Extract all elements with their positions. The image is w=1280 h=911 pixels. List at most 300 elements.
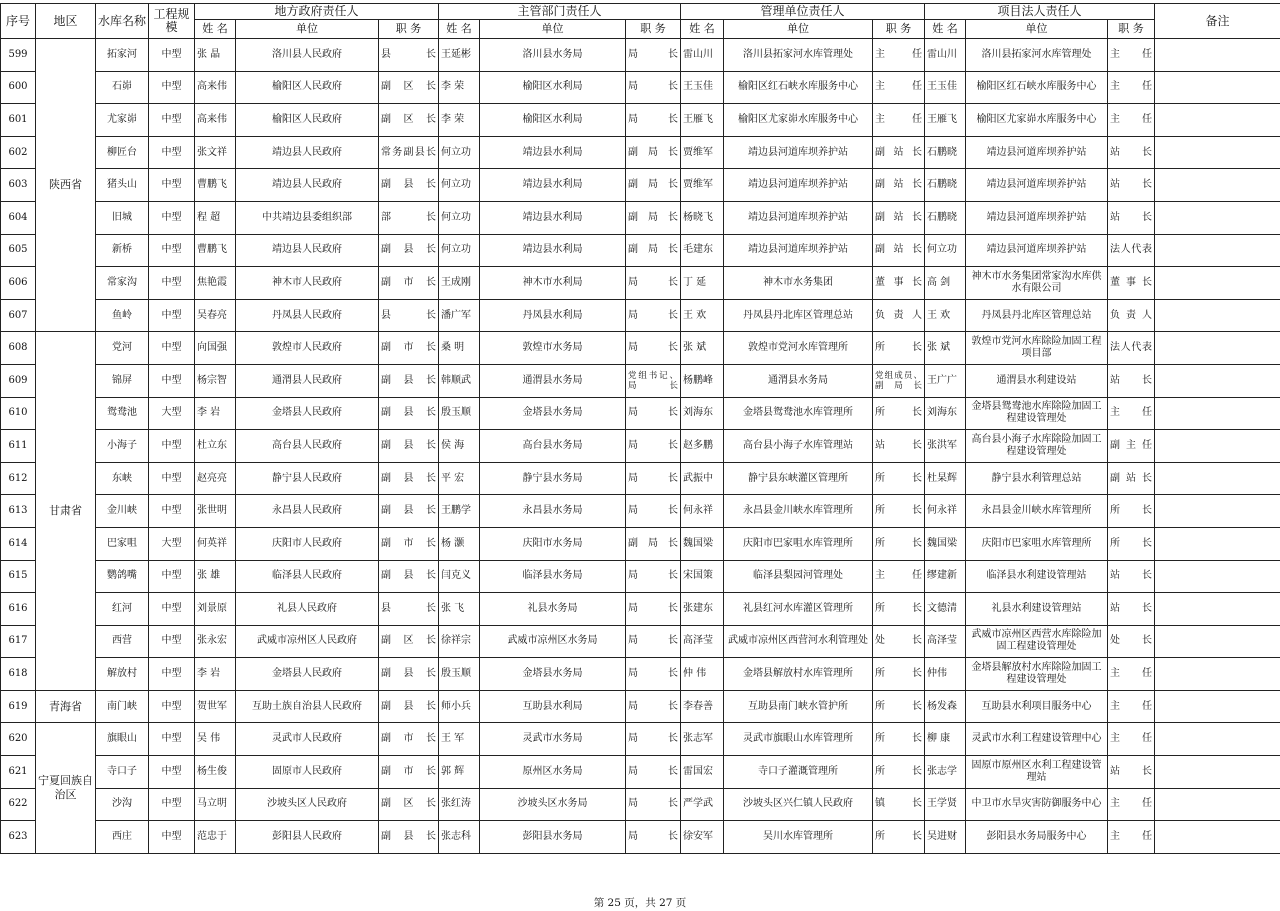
remarks-cell xyxy=(1155,658,1280,691)
legal-unit-cell: 灵武市水利工程建设管理中心 xyxy=(966,723,1108,756)
seq-cell: 612 xyxy=(1,462,36,495)
post-text: 副县长 xyxy=(381,700,436,712)
legal-unit-cell: 固原市原州区水利工程建设管理站 xyxy=(966,756,1108,789)
post-text: 站 长 xyxy=(1110,602,1152,614)
legal-unit-cell: 庆阳市巴家咀水库管理所 xyxy=(966,527,1108,560)
header-seq: 序号 xyxy=(1,4,36,39)
scale-cell: 中型 xyxy=(149,364,195,397)
post-text: 负责人 xyxy=(1110,309,1152,321)
dept-post-cell xyxy=(626,723,681,756)
dept-unit-cell: 靖边县水利局 xyxy=(480,201,626,234)
legal-post-cell xyxy=(1108,462,1155,495)
header-remarks: 备注 xyxy=(1155,4,1280,39)
seq-cell: 621 xyxy=(1,756,36,789)
legal-name-cell: 石鹏晓 xyxy=(925,136,966,169)
legal-unit-cell: 榆阳区尤家峁水库服务中心 xyxy=(966,104,1108,137)
remarks-cell xyxy=(1155,560,1280,593)
seq-cell: 604 xyxy=(1,201,36,234)
gov-unit-cell: 敦煌市人民政府 xyxy=(236,332,379,365)
post-text: 局 长 xyxy=(628,81,678,93)
dept-name-cell: 王 军 xyxy=(439,723,480,756)
dept-name-cell: 李 荣 xyxy=(439,104,480,137)
legal-unit-cell: 武威市凉州区西营水库除险加固工程建设管理处 xyxy=(966,625,1108,658)
seq-cell: 606 xyxy=(1,267,36,300)
reservoir-cell: 旧城 xyxy=(96,201,149,234)
gov-unit-cell: 临泽县人民政府 xyxy=(236,560,379,593)
mgmt-post-cell xyxy=(873,690,925,723)
scale-cell: 中型 xyxy=(149,71,195,104)
post-text: 站 长 xyxy=(1110,374,1152,386)
seq-cell: 601 xyxy=(1,104,36,137)
legal-unit-cell: 神木市水务集团常家沟水库供水有限公司 xyxy=(966,267,1108,300)
dept-name-cell: 郭 辉 xyxy=(439,756,480,789)
gov-unit-cell: 高台县人民政府 xyxy=(236,430,379,463)
dept-post-cell xyxy=(626,234,681,267)
dept-post-cell xyxy=(626,136,681,169)
reservoir-cell: 常家沟 xyxy=(96,267,149,300)
remarks-cell xyxy=(1155,397,1280,430)
gov-unit-cell: 礼县人民政府 xyxy=(236,593,379,626)
gov-name-cell: 高来伟 xyxy=(195,104,236,137)
gov-unit-cell: 靖边县人民政府 xyxy=(236,169,379,202)
table-row xyxy=(1,723,1280,756)
scale-cell: 中型 xyxy=(149,593,195,626)
remarks-cell xyxy=(1155,821,1280,854)
gov-post-cell xyxy=(379,169,439,202)
dept-name-cell: 王鹏学 xyxy=(439,495,480,528)
mgmt-name-cell: 张建东 xyxy=(681,593,724,626)
scale-cell: 中型 xyxy=(149,658,195,691)
dept-name-cell: 张红涛 xyxy=(439,788,480,821)
table-body xyxy=(1,39,1280,854)
mgmt-name-cell: 毛建东 xyxy=(681,234,724,267)
remarks-cell xyxy=(1155,234,1280,267)
dept-name-cell: 杨 灏 xyxy=(439,527,480,560)
mgmt-name-cell: 严学武 xyxy=(681,788,724,821)
dept-unit-cell: 静宁县水务局 xyxy=(480,462,626,495)
post-text: 县 长 xyxy=(381,48,436,60)
mgmt-unit-cell: 庆阳市巴家咀水库管理所 xyxy=(724,527,873,560)
dept-name-cell: 李 荣 xyxy=(439,71,480,104)
header-post: 职 务 xyxy=(626,20,681,39)
post-text: 主 任 xyxy=(1110,113,1152,125)
scale-cell: 中型 xyxy=(149,136,195,169)
post-text: 局 长 xyxy=(628,342,678,354)
legal-unit-cell: 靖边县河道库坝养护站 xyxy=(966,136,1108,169)
seq-cell: 614 xyxy=(1,527,36,560)
mgmt-name-cell: 雷山川 xyxy=(681,39,724,72)
mgmt-name-cell: 丁 延 xyxy=(681,267,724,300)
mgmt-unit-cell: 金塔县解放村水库管理所 xyxy=(724,658,873,691)
dept-name-cell: 何立功 xyxy=(439,136,480,169)
dept-name-cell: 韩顺武 xyxy=(439,364,480,397)
legal-name-cell: 柳 康 xyxy=(925,723,966,756)
legal-post-cell xyxy=(1108,104,1155,137)
scale-cell: 中型 xyxy=(149,201,195,234)
seq-cell: 607 xyxy=(1,299,36,332)
dept-unit-cell: 榆阳区水利局 xyxy=(480,104,626,137)
mgmt-unit-cell: 礼县红河水库灌区管理所 xyxy=(724,593,873,626)
mgmt-unit-cell: 敦煌市党河水库管理所 xyxy=(724,332,873,365)
post-text: 副市长 xyxy=(381,342,436,354)
mgmt-post-cell xyxy=(873,821,925,854)
legal-name-cell: 石鹏晓 xyxy=(925,201,966,234)
mgmt-unit-cell: 洛川县拓家河水库管理处 xyxy=(724,39,873,72)
post-text: 所 长 xyxy=(875,505,922,517)
seq-cell: 603 xyxy=(1,169,36,202)
dept-name-cell: 侯 海 xyxy=(439,430,480,463)
reservoir-cell: 柳匠台 xyxy=(96,136,149,169)
table-row xyxy=(1,625,1280,658)
dept-post-cell xyxy=(626,71,681,104)
table-row xyxy=(1,267,1280,300)
gov-unit-cell: 金塔县人民政府 xyxy=(236,658,379,691)
remarks-cell xyxy=(1155,690,1280,723)
header-name: 姓 名 xyxy=(925,20,966,39)
legal-post-cell xyxy=(1108,169,1155,202)
seq-cell: 613 xyxy=(1,495,36,528)
mgmt-unit-cell: 吴川水库管理所 xyxy=(724,821,873,854)
legal-name-cell: 高 剑 xyxy=(925,267,966,300)
scale-cell: 中型 xyxy=(149,299,195,332)
mgmt-post-cell xyxy=(873,169,925,202)
gov-name-cell: 李 岩 xyxy=(195,397,236,430)
post-text: 负责人 xyxy=(875,309,922,321)
header-post: 职 务 xyxy=(379,20,439,39)
seq-cell: 602 xyxy=(1,136,36,169)
legal-name-cell: 王广广 xyxy=(925,364,966,397)
dept-unit-cell: 灵武市水务局 xyxy=(480,723,626,756)
gov-unit-cell: 静宁县人民政府 xyxy=(236,462,379,495)
remarks-cell xyxy=(1155,267,1280,300)
seq-cell: 608 xyxy=(1,332,36,365)
legal-post-cell xyxy=(1108,267,1155,300)
mgmt-name-cell: 张 斌 xyxy=(681,332,724,365)
dept-name-cell: 平 宏 xyxy=(439,462,480,495)
dept-unit-cell: 原州区水务局 xyxy=(480,756,626,789)
table-row xyxy=(1,462,1280,495)
reservoir-cell: 金川峡 xyxy=(96,495,149,528)
mgmt-post-cell xyxy=(873,756,925,789)
dept-post-cell xyxy=(626,756,681,789)
gov-unit-cell: 通渭县人民政府 xyxy=(236,364,379,397)
scale-cell: 中型 xyxy=(149,234,195,267)
legal-name-cell: 王玉佳 xyxy=(925,71,966,104)
dept-name-cell: 何立功 xyxy=(439,201,480,234)
post-text: 局 长 xyxy=(628,570,678,582)
mgmt-post-cell xyxy=(873,201,925,234)
post-text: 局 长 xyxy=(628,309,678,321)
post-text: 法人代表 xyxy=(1110,244,1152,256)
mgmt-name-cell: 王 欢 xyxy=(681,299,724,332)
scale-cell: 大型 xyxy=(149,397,195,430)
post-text: 处 长 xyxy=(1110,635,1152,647)
table-row xyxy=(1,332,1280,365)
post-text: 副市长 xyxy=(381,537,436,549)
post-text: 副市长 xyxy=(381,276,436,288)
dept-post-cell xyxy=(626,201,681,234)
legal-unit-cell: 静宁县水利管理总站 xyxy=(966,462,1108,495)
reservoir-cell: 西营 xyxy=(96,625,149,658)
mgmt-unit-cell: 灵武市旗眼山水库管理所 xyxy=(724,723,873,756)
dept-name-cell: 徐祥宗 xyxy=(439,625,480,658)
table-row xyxy=(1,234,1280,267)
mgmt-unit-cell: 金塔县鸳鸯池水库管理所 xyxy=(724,397,873,430)
gov-unit-cell: 武威市凉州区人民政府 xyxy=(236,625,379,658)
legal-unit-cell: 永昌县金川峡水库管理所 xyxy=(966,495,1108,528)
mgmt-name-cell: 何永祥 xyxy=(681,495,724,528)
post-text: 董事长 xyxy=(1110,276,1152,288)
dept-unit-cell: 敦煌市水务局 xyxy=(480,332,626,365)
post-text: 主 任 xyxy=(1110,733,1152,745)
post-text: 主 任 xyxy=(1110,48,1152,60)
legal-name-cell: 张 斌 xyxy=(925,332,966,365)
gov-post-cell xyxy=(379,39,439,72)
table-row xyxy=(1,560,1280,593)
dept-post-cell xyxy=(626,658,681,691)
seq-cell: 610 xyxy=(1,397,36,430)
post-text: 副站长 xyxy=(875,146,922,158)
post-text: 副区长 xyxy=(381,635,436,647)
post-text: 站 长 xyxy=(1110,146,1152,158)
mgmt-post-cell xyxy=(873,364,925,397)
dept-name-cell: 潘广军 xyxy=(439,299,480,332)
gov-name-cell: 吴 伟 xyxy=(195,723,236,756)
mgmt-name-cell: 赵多鹏 xyxy=(681,430,724,463)
mgmt-post-cell xyxy=(873,299,925,332)
post-text: 副站长 xyxy=(875,211,922,223)
dept-unit-cell: 神木市水利局 xyxy=(480,267,626,300)
post-text: 局 长 xyxy=(628,439,678,451)
table-row xyxy=(1,593,1280,626)
legal-post-cell xyxy=(1108,299,1155,332)
gov-post-cell xyxy=(379,332,439,365)
reservoir-cell: 尤家峁 xyxy=(96,104,149,137)
table-row xyxy=(1,201,1280,234)
post-text: 副区长 xyxy=(381,81,436,93)
table-row xyxy=(1,527,1280,560)
mgmt-name-cell: 杨晓飞 xyxy=(681,201,724,234)
remarks-cell xyxy=(1155,169,1280,202)
reservoir-cell: 红河 xyxy=(96,593,149,626)
reservoir-cell: 石峁 xyxy=(96,71,149,104)
legal-post-cell xyxy=(1108,658,1155,691)
table-row xyxy=(1,299,1280,332)
gov-post-cell xyxy=(379,234,439,267)
post-text: 局 长 xyxy=(628,407,678,419)
post-text: 副局长 xyxy=(628,537,678,549)
post-text: 主 任 xyxy=(1110,798,1152,810)
gov-name-cell: 杜立东 xyxy=(195,430,236,463)
dept-post-cell xyxy=(626,527,681,560)
legal-name-cell: 王雁飞 xyxy=(925,104,966,137)
mgmt-post-cell xyxy=(873,593,925,626)
table-row xyxy=(1,104,1280,137)
reservoir-cell: 新桥 xyxy=(96,234,149,267)
mgmt-post-cell xyxy=(873,104,925,137)
legal-unit-cell: 通渭县水利建设站 xyxy=(966,364,1108,397)
post-text: 局 长 xyxy=(628,48,678,60)
gov-unit-cell: 靖边县人民政府 xyxy=(236,136,379,169)
legal-unit-cell: 靖边县河道库坝养护站 xyxy=(966,234,1108,267)
legal-name-cell: 杨发森 xyxy=(925,690,966,723)
gov-unit-cell: 庆阳市人民政府 xyxy=(236,527,379,560)
gov-name-cell: 曹鹏飞 xyxy=(195,234,236,267)
remarks-cell xyxy=(1155,364,1280,397)
legal-post-cell xyxy=(1108,690,1155,723)
header-post: 职 务 xyxy=(873,20,925,39)
post-text: 处 长 xyxy=(875,635,922,647)
gov-post-cell xyxy=(379,527,439,560)
legal-post-cell xyxy=(1108,593,1155,626)
dept-post-cell xyxy=(626,397,681,430)
header-reservoir: 水库名称 xyxy=(96,4,149,39)
post-text: 副站长 xyxy=(1110,472,1152,484)
post-text: 副县长 xyxy=(381,472,436,484)
gov-post-cell xyxy=(379,560,439,593)
remarks-cell xyxy=(1155,788,1280,821)
table-row xyxy=(1,136,1280,169)
legal-unit-cell: 互助县水利项目服务中心 xyxy=(966,690,1108,723)
mgmt-post-cell xyxy=(873,658,925,691)
post-text: 站 长 xyxy=(875,439,922,451)
dept-unit-cell: 靖边县水利局 xyxy=(480,234,626,267)
mgmt-unit-cell: 互助县南门峡水管护所 xyxy=(724,690,873,723)
table-row xyxy=(1,690,1280,723)
dept-post-cell xyxy=(626,332,681,365)
legal-post-cell xyxy=(1108,788,1155,821)
dept-unit-cell: 沙坡头区水务局 xyxy=(480,788,626,821)
seq-cell: 619 xyxy=(1,690,36,723)
mgmt-post-cell xyxy=(873,527,925,560)
dept-unit-cell: 临泽县水务局 xyxy=(480,560,626,593)
gov-post-cell xyxy=(379,104,439,137)
seq-cell: 611 xyxy=(1,430,36,463)
remarks-cell xyxy=(1155,756,1280,789)
table-row xyxy=(1,658,1280,691)
gov-unit-cell: 榆阳区人民政府 xyxy=(236,71,379,104)
post-text: 副主任 xyxy=(1110,439,1152,451)
post-text: 副局长 xyxy=(628,244,678,256)
gov-unit-cell: 榆阳区人民政府 xyxy=(236,104,379,137)
region-cell: 陕西省 xyxy=(36,39,96,332)
gov-name-cell: 吴春亮 xyxy=(195,299,236,332)
legal-name-cell: 仲伟 xyxy=(925,658,966,691)
dept-post-cell xyxy=(626,169,681,202)
legal-unit-cell: 榆阳区红石峡水库服务中心 xyxy=(966,71,1108,104)
dept-post-cell xyxy=(626,267,681,300)
gov-name-cell: 张文祥 xyxy=(195,136,236,169)
gov-name-cell: 贺世军 xyxy=(195,690,236,723)
dept-post-cell xyxy=(626,430,681,463)
post-text: 局 长 xyxy=(628,602,678,614)
dept-unit-cell: 通渭县水务局 xyxy=(480,364,626,397)
dept-unit-cell: 金塔县水务局 xyxy=(480,397,626,430)
legal-unit-cell: 临泽县水利建设管理站 xyxy=(966,560,1108,593)
mgmt-unit-cell: 靖边县河道库坝养护站 xyxy=(724,201,873,234)
remarks-cell xyxy=(1155,430,1280,463)
header-group-dept: 主管部门责任人 xyxy=(439,4,681,20)
gov-unit-cell: 彭阳县人民政府 xyxy=(236,821,379,854)
legal-name-cell: 吴进财 xyxy=(925,821,966,854)
gov-name-cell: 高来伟 xyxy=(195,71,236,104)
dept-post-cell xyxy=(626,364,681,397)
dept-name-cell: 王延彬 xyxy=(439,39,480,72)
legal-unit-cell: 洛川县拓家河水库管理处 xyxy=(966,39,1108,72)
mgmt-name-cell: 宋国策 xyxy=(681,560,724,593)
remarks-cell xyxy=(1155,136,1280,169)
dept-unit-cell: 靖边县水利局 xyxy=(480,169,626,202)
post-text: 副县长 xyxy=(381,407,436,419)
post-text: 主 任 xyxy=(875,113,922,125)
legal-post-cell xyxy=(1108,560,1155,593)
legal-unit-cell: 丹凤县丹北库区管理总站 xyxy=(966,299,1108,332)
gov-unit-cell: 靖边县人民政府 xyxy=(236,234,379,267)
legal-name-cell: 何立功 xyxy=(925,234,966,267)
table-row xyxy=(1,495,1280,528)
dept-post-cell xyxy=(626,788,681,821)
reservoir-cell: 沙沟 xyxy=(96,788,149,821)
post-text: 主 任 xyxy=(1110,81,1152,93)
gov-name-cell: 刘景原 xyxy=(195,593,236,626)
gov-post-cell xyxy=(379,299,439,332)
legal-post-cell xyxy=(1108,39,1155,72)
reservoir-cell: 东峡 xyxy=(96,462,149,495)
dept-post-cell xyxy=(626,462,681,495)
scale-cell: 中型 xyxy=(149,560,195,593)
gov-name-cell: 焦艳霞 xyxy=(195,267,236,300)
seq-cell: 622 xyxy=(1,788,36,821)
mgmt-unit-cell: 沙坡头区兴仁镇人民政府 xyxy=(724,788,873,821)
responsibility-table xyxy=(0,3,1280,854)
mgmt-post-cell xyxy=(873,560,925,593)
table-row xyxy=(1,430,1280,463)
dept-name-cell: 殷玉顺 xyxy=(439,658,480,691)
legal-name-cell: 杜杲辉 xyxy=(925,462,966,495)
legal-post-cell xyxy=(1108,201,1155,234)
legal-name-cell: 文德清 xyxy=(925,593,966,626)
header-group-legal: 项目法人责任人 xyxy=(925,4,1155,20)
gov-unit-cell: 沙坡头区人民政府 xyxy=(236,788,379,821)
header-group-mgmt: 管理单位责任人 xyxy=(681,4,925,20)
dept-name-cell: 张 飞 xyxy=(439,593,480,626)
seq-cell: 605 xyxy=(1,234,36,267)
mgmt-name-cell: 高泽莹 xyxy=(681,625,724,658)
post-text: 所 长 xyxy=(875,342,922,354)
mgmt-name-cell: 雷国宏 xyxy=(681,756,724,789)
table-row xyxy=(1,821,1280,854)
post-text: 副市长 xyxy=(381,765,436,777)
gov-post-cell xyxy=(379,788,439,821)
mgmt-name-cell: 张志军 xyxy=(681,723,724,756)
mgmt-name-cell: 徐安军 xyxy=(681,821,724,854)
table-row xyxy=(1,788,1280,821)
remarks-cell xyxy=(1155,723,1280,756)
reservoir-cell: 巴家咀 xyxy=(96,527,149,560)
gov-name-cell: 张 晶 xyxy=(195,39,236,72)
dept-post-cell xyxy=(626,39,681,72)
legal-name-cell: 缪建新 xyxy=(925,560,966,593)
post-text: 局 长 xyxy=(628,668,678,680)
post-text: 所 长 xyxy=(875,537,922,549)
legal-post-cell xyxy=(1108,332,1155,365)
mgmt-name-cell: 贾维军 xyxy=(681,169,724,202)
table-row xyxy=(1,364,1280,397)
legal-unit-cell: 金塔县解放村水库除险加固工程建设管理处 xyxy=(966,658,1108,691)
reservoir-cell: 小海子 xyxy=(96,430,149,463)
gov-post-cell xyxy=(379,625,439,658)
post-text: 副县长 xyxy=(381,374,436,386)
